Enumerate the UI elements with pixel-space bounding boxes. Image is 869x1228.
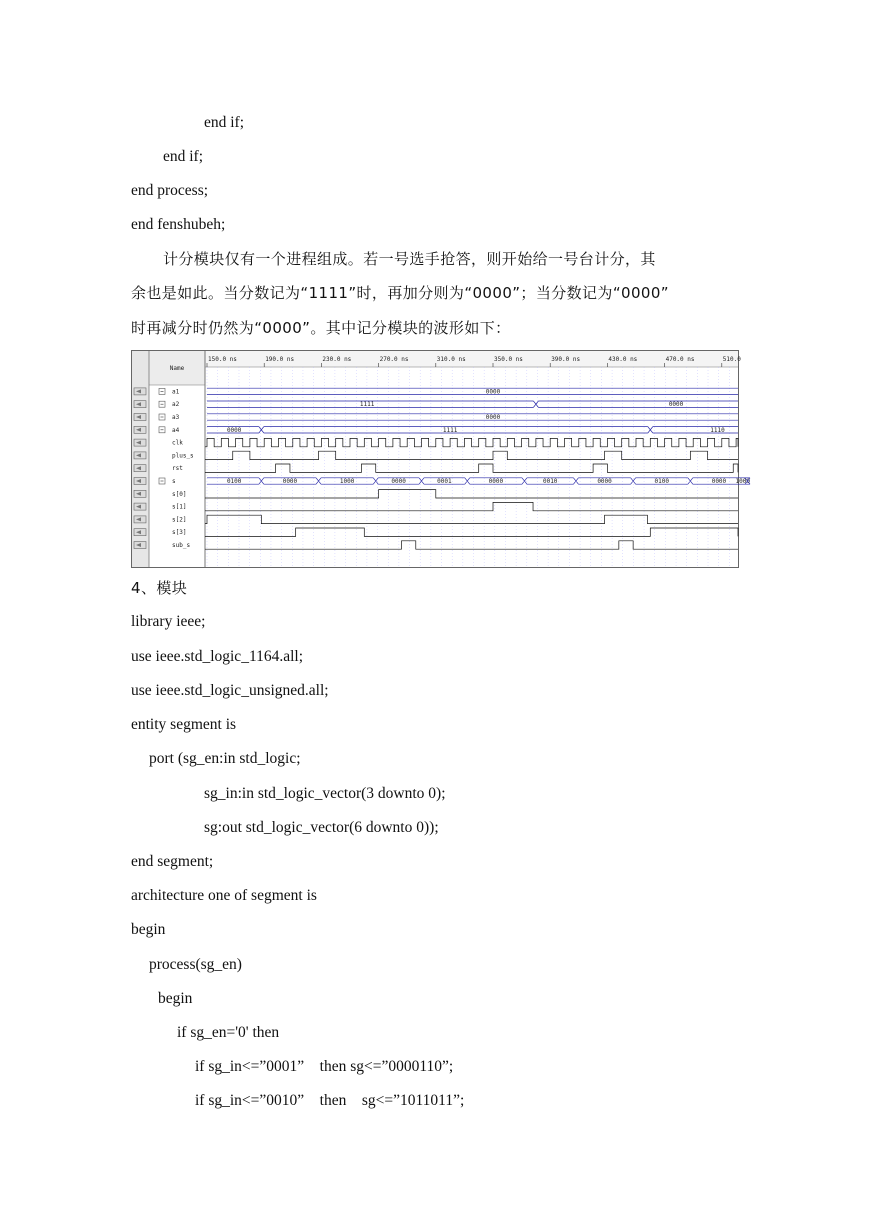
bus-value: 0000 (226, 426, 242, 434)
code-line: begin (158, 990, 193, 1007)
code-line: sg_in:in std_logic_vector(3 downto 0); (204, 785, 446, 802)
code-line: end if; (163, 148, 204, 165)
code-line: if sg_en='0' then (177, 1024, 280, 1041)
paragraph-line: 时再减分时仍然为“0000”。其中记分模块的波形如下： (131, 319, 511, 337)
bus-value: 1111 (359, 401, 375, 409)
signal-name: a2 (172, 401, 180, 409)
code-line: use ieee.std_logic_unsigned.all; (131, 682, 329, 699)
signal-name: s (172, 478, 176, 485)
signal-name: plus_s (172, 452, 194, 460)
code-line: if sg_in<=”0010” then sg<=”1011011”; (195, 1092, 465, 1109)
time-label: 150.0 ns (208, 356, 237, 363)
code-line: use ieee.std_logic_1164.all; (131, 648, 304, 665)
bus-trace (207, 414, 738, 420)
signal-name: s[1] (172, 503, 187, 511)
time-label: 270.0 ns (379, 356, 409, 363)
bit-trace (205, 490, 738, 498)
bus-value: 0001 (437, 478, 452, 485)
time-label: 470.0 ns (665, 356, 695, 363)
signal-name: s[3] (172, 529, 187, 537)
bit-trace (205, 541, 738, 549)
signal-name: sub_s (172, 542, 191, 549)
code-line: entity segment is (131, 716, 237, 733)
signal-name: a3 (172, 414, 180, 421)
bus-value: 0000 (711, 478, 727, 485)
bit-trace (205, 502, 738, 510)
paragraph-line: 余也是如此。当分数记为“1111”时，再加分则为“0000”；当分数记为“0000” (131, 284, 669, 302)
code-line: end if; (204, 114, 245, 131)
code-line: library ieee; (131, 613, 206, 630)
bus-value: 0000 (488, 478, 504, 485)
time-label: 230.0 ns (322, 356, 352, 363)
bus-value: 0000 (668, 401, 684, 409)
paragraph-line: 计分模块仅有一个进程组成。若一号选手抢答，则开始给一号台计分，其 (163, 250, 656, 268)
bus-value: 1111 (442, 426, 458, 434)
bus-value: 1000 (735, 478, 750, 485)
bus-value: 0000 (391, 478, 406, 485)
bus-value: 0000 (485, 414, 501, 421)
bus-value: 0010 (542, 478, 558, 485)
code-line: sg:out std_logic_vector(6 downto 0)); (204, 819, 439, 836)
code-line: end fenshubeh; (131, 216, 226, 233)
signal-name: a4 (172, 426, 180, 434)
code-line: if sg_in<=”0001” then sg<=”0000110”; (195, 1058, 454, 1075)
signal-name: s[2] (172, 516, 187, 524)
waveform-figure (131, 350, 750, 568)
time-label: 390.0 ns (551, 356, 581, 363)
signal-name: clk (172, 439, 183, 447)
bit-trace (205, 451, 738, 459)
signal-name: a1 (172, 388, 180, 396)
bus-value: 0000 (485, 388, 501, 396)
code-line: end segment; (131, 853, 214, 870)
bus-trace (207, 401, 738, 407)
bus-value: 1110 (710, 426, 725, 434)
signal-name: rst (172, 465, 183, 473)
bit-trace (205, 464, 738, 472)
code-line: process(sg_en) (149, 956, 242, 973)
code-line: port (sg_en:in std_logic; (149, 750, 301, 767)
code-line: architecture one of segment is (131, 887, 317, 904)
bus-value: 0100 (226, 478, 242, 485)
bus-trace (207, 427, 738, 433)
section-heading: 4、模块 (131, 579, 188, 597)
time-label: 430.0 ns (608, 356, 638, 363)
time-label: 510.0 (722, 356, 741, 363)
bus-value: 1000 (339, 478, 355, 485)
bit-trace (205, 528, 738, 536)
bus-trace (207, 388, 738, 394)
bit-trace (205, 515, 738, 523)
signal-name: s[0] (172, 490, 187, 498)
bus-value: 0000 (597, 478, 612, 485)
waveform-svg (132, 351, 750, 567)
time-label: 350.0 ns (494, 356, 523, 363)
bus-value: 0000 (282, 478, 298, 485)
name-header: Name (169, 365, 185, 372)
time-label: 190.0 ns (265, 356, 295, 363)
time-label: 310.0 ns (436, 356, 466, 363)
code-line: end process; (131, 182, 209, 199)
bus-value: 0100 (654, 478, 669, 485)
bit-trace (205, 438, 738, 446)
code-line: begin (131, 921, 166, 938)
